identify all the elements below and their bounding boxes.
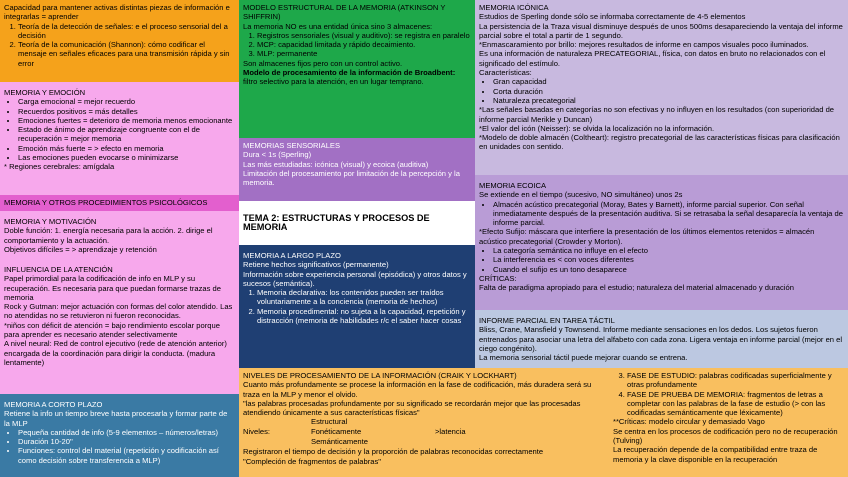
memoria-corto-plazo-box	[0, 394, 239, 477]
memoria-largo-plazo-box	[239, 245, 475, 368]
memoria-corto-plazo-title: MEMORIA A CORTO PLAZO	[4, 400, 103, 409]
list-item: 3. FASE DE ESTUDIO: palabras codificadas superficialmente y otras profundamente	[627, 371, 844, 390]
memoria-motivacion-title: MEMORIA Y MOTIVACIÓN	[4, 217, 97, 226]
list-item: 4. FASE DE PRUEBA DE MEMORIA: fragmentos de letras a completar con las palabras de la fase de estudio (> con las codificadas semánticamente que léxicamente)	[627, 390, 844, 418]
intro-box	[0, 0, 239, 82]
influencia-atencion-title: INFLUENCIA DE LA ATENCIÓN	[4, 265, 113, 274]
intro-item: 2. Teoría de la comunicación (Shannon): cómo codificar el mensaje en señales eficaces para una transmisión rápida y sin error	[18, 40, 235, 68]
modelo-estructural-title: MODELO ESTRUCTURAL DE LA MEMORIA (ATKINSON Y SHIFFRIN)	[243, 3, 446, 22]
list-item: • Cuando el sufijo es un tono desaparece	[493, 265, 844, 274]
list-item: 2. Memoria procedimental: no sujeta a la capacidad, repetición y distracción (memoria de habilidades r/c el saber hacer cosas	[257, 307, 471, 326]
broadbent-paragraph	[243, 68, 471, 87]
memoria-largo-plazo-intro: Retiene hechos significativos (permanente)	[243, 260, 389, 270]
caracteristicas-list	[479, 77, 844, 105]
list-item: 3. MLP: permanente	[257, 49, 471, 58]
informe-tactil-box	[475, 310, 848, 368]
list-item: 1. Memoria declarativa: los contenidos pueden ser traídos voluntariamente a la conciencia (memoria de hechos)	[257, 288, 471, 307]
modelo-estructural-intro: La memoria NO es una entidad única sino 3 almacenes:	[243, 21, 433, 31]
memoria-ecoica-title: MEMORIA ECOICA	[479, 181, 547, 190]
paragraph: **Críticas: modelo circular y demasiado Vago	[613, 417, 765, 427]
list-item: 2. MCP: capacidad limitada y rápido decaimiento.	[257, 40, 471, 49]
otros-procedimientos-title: MEMORIA Y OTROS PROCEDIMIENTOS PSICOLÓGICOS	[4, 198, 208, 207]
list-item: • Emociones fuertes = deterioro de memoria menos emocionante	[18, 116, 235, 125]
niveles-label: Niveles:	[243, 427, 271, 437]
list-item: • Funciones: control del material (repetición y codificación así como decisión sobre transferencia a MLP)	[18, 446, 235, 465]
memoria-emocion-footer: * Regiones cerebrales: amígdala	[4, 162, 115, 172]
memoria-iconica-box	[475, 0, 848, 175]
paragraph: Se centra en los procesos de codificación pero no de recuperación (Tulving)	[613, 426, 838, 446]
paragraph: A nivel neural: Red de control ejecutivo (rede de atención anterior) encargada de la coordinación para dirigir la conducta. (madura lentamente)	[4, 339, 227, 367]
memoria-largo-plazo-list	[243, 288, 471, 325]
paragraph: La persistencia de la Traza visual disminuye después de unos 500ms desapareciendo la ventaja del informe parcial sobre el total a partir de 1 segundo.	[479, 21, 843, 40]
modelo-estructural-box	[239, 0, 475, 138]
paragraph: *Las señales basadas en categorías no son efectivas y no influyen en los resultados (con superioridad de informe parcial Merikle y Duncan)	[479, 105, 835, 124]
intro-item: 1. Teoría de la detección de señales: e el proceso sensorial del a decisión	[18, 22, 235, 41]
list-item: • Almacén acústico precategorial (Moray, Bates y Barnett), informe parcial superior. Con señal inmediatamente después de la presentación auditiva. Si se retrasaba la señal desaparecía la ventaja de informe parcial.	[493, 200, 844, 228]
paragraph: Registraron el tiempo de decisión y la proporción de palabras reconocidas correctamente	[243, 447, 544, 457]
influencia-atencion-box	[0, 262, 239, 394]
paragraph: Es una información de naturaleza PRECATEGORIAL, física, con datos en bruto no relacionados con el significado del estímulo.	[479, 49, 826, 68]
otros-procedimientos-header	[0, 195, 239, 211]
list-item: • Carga emocional = mejor recuerdo	[18, 97, 235, 106]
paragraph: La recuperación depende de la compatibilidad entre traza de memoria y la clave disponible en la recuperación	[613, 445, 818, 464]
informe-tactil-title: INFORME PARCIAL EN TAREA TÁCTIL	[479, 316, 615, 325]
paragraph: Las más estudiadas: icónica (visual) y ecoica (auditiva)	[243, 159, 429, 169]
list-item: • Las emociones pueden evocarse o minimizarse	[18, 153, 235, 162]
informe-tactil-line2: La memoria sensorial táctil puede mejorar cuando se entrena.	[479, 353, 688, 363]
list-item: 1. Registros sensoriales (visual y auditivo): se registra en paralelo	[257, 31, 471, 40]
efecto-sufijo: *Efecto Sufijo: máscara que interfiere la presentación de los últimos elementos retenidos = almacén acústico precategorial (Crowder y Morton).	[479, 227, 815, 246]
memoria-largo-plazo-title: MEMORIA A LARGO PLAZO	[243, 251, 341, 260]
list-item: • Pequeña cantidad de info (5-9 elementos – números/letras)	[18, 428, 235, 437]
memorias-sensoriales-title: MEMORIAS SENSORIALES	[243, 141, 341, 150]
niveles-procesamiento-box	[239, 368, 609, 477]
broadbent-bold: Modelo de procesamiento de la información de Broadbent:	[243, 68, 456, 78]
list-item: • La categoría semántica no influye en el efecto	[493, 246, 844, 255]
paragraph: Dura < 1s (Sperling)	[243, 150, 312, 160]
list-item: • Duración 10-20''	[18, 437, 235, 446]
modelo-estructural-line: Son almacenes fijos pero con un control activo.	[243, 58, 403, 68]
list-item: • La interferencia es < con voces diferentes	[493, 255, 844, 264]
list-item: • Corta duración	[493, 87, 844, 96]
paragraph: *El valor del icón (Neisser): se olvida la localización no la información.	[479, 123, 715, 133]
memoria-emocion-list	[4, 97, 235, 162]
memoria-emocion-box	[0, 82, 239, 195]
memoria-emocion-title: MEMORIA Y EMOCIÓN	[4, 88, 86, 97]
paragraph: Limitación del procesamiento por limitación de la percepción y la memoria.	[243, 168, 460, 188]
criticas-text: Falta de paradigma apropiado para el estudio; naturaleza del material almacenado y duración	[479, 283, 794, 293]
paragraph: "Compleción de fragmentos de palabras"	[243, 456, 381, 466]
page-title	[239, 201, 475, 245]
memoria-largo-plazo-intro2: Información sobre experiencia personal (episódica) y otros datos y sucesos (semántica).	[243, 269, 467, 288]
fases-list	[613, 371, 844, 417]
memoria-motivacion-box	[0, 211, 239, 262]
criticas-title: CRÍTICAS:	[479, 273, 517, 283]
paragraph: Rock y Gutman: mejor actuación con formas del color atendido. Las no atendidas no se retuvieron ni fueron reconocidas.	[4, 302, 233, 321]
paragraph: Papel primordial para la codificación de info en MLP y su recuperación. Es necesaria para que puedan formarse trazas de memoria	[4, 274, 221, 302]
memoria-corto-plazo-list	[4, 428, 235, 465]
efecto-sufijo-list	[479, 246, 844, 274]
list-item: • Emoción más fuerte = > efecto en memoria	[18, 144, 235, 153]
memoria-motivacion-line1: Doble función: 1. energía necesaria para la acción. 2. dirige el comportamiento y la actuación.	[4, 226, 213, 245]
latencia-arrow: >latencia	[435, 427, 466, 437]
memoria-ecoica-intro: Se extiende en el tiempo (sucesivo, NO simultáneo) unos 2s	[479, 190, 683, 200]
nivel-estructural: Estructural	[311, 417, 348, 427]
fases-box	[609, 368, 848, 477]
paragraph: *niños con déficit de atención = bajo rendimiento escolar porque para aprender es necesario atender selectivamente	[4, 320, 220, 340]
memoria-corto-plazo-intro: Retiene la info un tiempo breve hasta procesarla y formar parte de la MLP	[4, 409, 228, 428]
list-item: • Recuerdos positivos = más detalles	[18, 107, 235, 116]
paragraph: "las palabras procesadas profundamente por su significado se recordarán mejor que las procesadas atendiendo únicamente a sus características físicas"	[243, 398, 581, 418]
intro-text: Capacidad para mantener activas distintas piezas de información e integrarlas = aprender	[4, 3, 230, 22]
page-title-text: TEMA 2: ESTRUCTURAS Y PROCESOS DE MEMORIA	[243, 212, 430, 232]
paragraph: *Modelo de doble almacén (Coltheart): registro precategorial de las características físicas para clasificación en unidades con sentido.	[479, 133, 840, 152]
niveles-diagram	[243, 417, 605, 447]
list-item: • Naturaleza precategorial	[493, 96, 844, 105]
paragraph: *Enmascaramiento por brillo: mejores resultados de informe en campos visuales poco iluminados.	[479, 40, 809, 50]
nivel-semantico: Semánticamente	[311, 437, 368, 447]
list-item: • Estado de ánimo de aprendizaje congruente con el de recuperación = mejor memoria	[18, 125, 235, 144]
niveles-procesamiento-title: NIVELES DE PROCESAMIENTO DE LA INFORMACIÓN (CRAIK Y LOCKHART)	[243, 371, 517, 380]
memoria-motivacion-line2: Objetivos difíciles = > aprendizaje y retención	[4, 244, 157, 254]
paragraph: Características:	[479, 68, 532, 78]
paragraph: Estudios de Sperling donde sólo se informaba correctamente de 4-5 elementos	[479, 12, 746, 22]
paragraph: Cuanto más profundamente se procese la información en la fase de codificación, más duradera será su traza en la MLP y menor el olvido.	[243, 380, 592, 399]
modelo-estructural-list	[243, 31, 471, 59]
list-item: • Gran capacidad	[493, 77, 844, 86]
intro-list	[4, 22, 235, 68]
memoria-iconica-title: MEMORIA ICÓNICA	[479, 3, 549, 12]
memoria-ecoica-list	[479, 200, 844, 228]
informe-tactil-text: Bliss, Crane, Mansfield y Townsend. Informe mediante sensaciones en los dedos. Los sujetos fueron entrenados para asociar una letra del alfabeto con cada zona. Ligera ventaja en informe parcial (mejor en el ciego congénito).	[479, 325, 843, 353]
memoria-ecoica-box	[475, 175, 848, 310]
broadbent-rest: filtro selectivo para la atención, en un lugar temprano.	[243, 77, 424, 87]
nivel-fonetico: Fonéticamente	[311, 427, 362, 437]
memorias-sensoriales-box	[239, 138, 475, 201]
